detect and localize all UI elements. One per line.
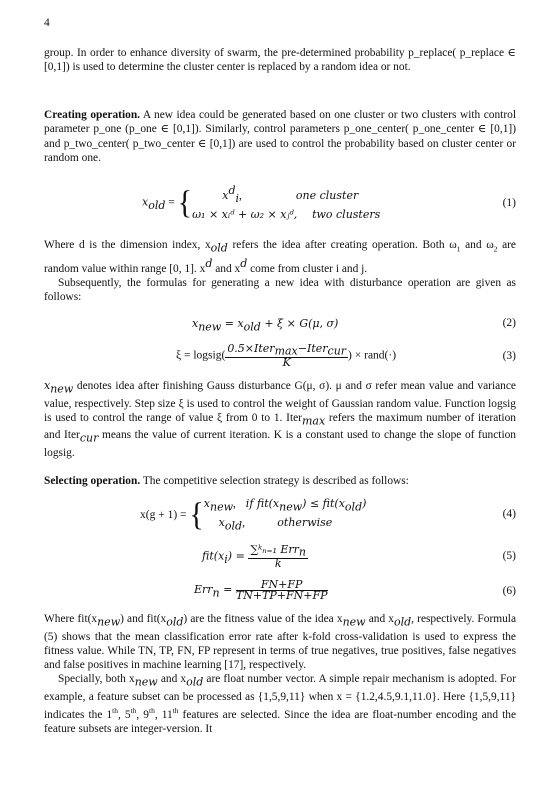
where-d-text-b: refers the idea after creating operation. Both ω (227, 239, 457, 251)
where-d-text-e: and x (212, 262, 241, 275)
eq4-row2-cond: otherwise (277, 516, 333, 530)
where-fit-text-b: ) and fit(x (120, 613, 167, 625)
eq3-rhs: ) × rand(·) (348, 349, 397, 362)
equation-1-number: (1) (502, 197, 516, 209)
eq4-brace: { (189, 496, 204, 533)
eq1-cases: $x^d_i$, one cluster ω₁ × xᵢᵈ + ω₂ × xⱼᵈ, two clusters (192, 183, 392, 223)
where-d-text-a: Where d is the dimension index, x (44, 239, 211, 251)
eq4-row1: x (203, 497, 211, 510)
paragraph-fitness (44, 612, 516, 737)
sub-old-4: old (186, 675, 204, 689)
equation-6-number: (6) (502, 585, 516, 597)
subsequently-text: Subsequently, the formulas for generating a new idea with disturbance operation are given as follows: (44, 276, 516, 303)
eq4-row1-cond-sub2: old (344, 500, 363, 514)
eq1-row1-expr: x (222, 188, 229, 202)
eq2-lhs: x (192, 317, 199, 330)
selecting-operation-text: The competitive selection strategy is described as follows: (140, 475, 409, 487)
equation-4 (44, 496, 516, 536)
paragraph-where-d (44, 238, 516, 304)
eq1-row1-cond: one cluster (295, 188, 359, 202)
sub-old-3: old (393, 615, 412, 629)
eq4-cases: $x_{new}$, if $fit(x_{new}) \le fit(x_{old})$ $x_{old}$, otherwise (203, 497, 367, 533)
eq5-lhs: fit(x (202, 549, 225, 563)
eq5-lhs-sub: i (224, 552, 228, 566)
eq4-lhs: x(g + 1) = (140, 508, 190, 521)
eq1-row2-expr: ω₁ × xᵢᵈ + ω₂ × xⱼᵈ, (192, 208, 298, 222)
eq4-row1-cond-b: ) ≤ fit(x (302, 497, 345, 510)
equation-2-body (192, 317, 338, 333)
sub-new: new (50, 382, 74, 396)
equation-5-number: (5) (502, 550, 516, 562)
eq3-frac-top: 0.5×Iter (227, 342, 275, 355)
equation-3-number: (3) (502, 350, 516, 362)
paragraph-replace-probability (44, 46, 516, 75)
eq3-frac-top-sub: max (274, 344, 298, 358)
where-fit-text-c: ) are the fitness value of the idea x (183, 613, 343, 625)
eq3-frac-bottom: K (282, 355, 291, 369)
selecting-operation-heading: Selecting operation. (44, 475, 141, 487)
eq2-rhs-b: + ξ × G(μ, σ) (260, 317, 339, 330)
xnew-text-c: means the value of current iteration. K is a constant used to change the slope of function logsig. (44, 429, 516, 460)
page-number: 4 (44, 17, 50, 29)
sup-d-2: d (240, 256, 248, 270)
xnew-symbol: x (44, 379, 51, 392)
specially-text-c: are float number vector. A simple repair mechanism is adopted. For example, a feature subset can be processed as {1,5,9,11} when x = {1.2,4.5,9.1,11.0}. Here {1,5,9,11} indicates the 1 (44, 673, 516, 722)
eq1-row2-cond: two clusters (312, 208, 381, 222)
paragraph-text: group. In order to enhance diversity of swarm, the pre-determined probability p_replace( p_replace ∈ [0,1]) is used to determine the cluster center is replaced by a random idea or not. (44, 47, 516, 74)
where-fit-text-e: , respectively. Formula (5) shows that the mean classification error rate after k-fold cross-validation is used to express the fitness value. While TN, TP, FN, FP represent in terms of true negatives, true positives, false negatives and false positives in machine learning [17], respectively. (44, 613, 517, 672)
equation-6 (44, 578, 516, 608)
equation-3-body (176, 344, 396, 368)
specially-text-e: , 9 (136, 709, 149, 722)
where-d-text-f: come from cluster i and j. (247, 262, 368, 275)
where-fit-text-a: Where fit(x (44, 613, 98, 625)
eq5-frac-top-sub: n (298, 545, 306, 559)
eq2-rhs-sub: old (243, 320, 261, 334)
eq1-row1-sup: d (228, 184, 236, 197)
equation-4-number: (4) (502, 508, 516, 520)
where-d-text-d: are random value within range [0, 1]. x (44, 239, 516, 275)
paragraph-creating-operation (44, 108, 516, 165)
eq4-row1-cond-c: ) (362, 497, 367, 510)
where-d-text-c: and ω (460, 239, 494, 251)
sup-th-1: th (112, 706, 118, 716)
equation-2-number: (2) (502, 317, 516, 329)
eq2-lhs-sub: new (198, 320, 222, 334)
sub-2: 2 (493, 244, 498, 254)
sub-old-2: old (166, 615, 184, 629)
equation-1-body (142, 183, 392, 223)
paragraph-selecting-operation (44, 474, 516, 488)
equation-2 (44, 315, 516, 341)
xnew-text-b: refers the maximum number of iteration and Iter (44, 411, 516, 442)
eq4-row1-cond-sub: new (279, 500, 303, 514)
eq6-frac-bottom: TN+TP+FN+FP (235, 589, 328, 602)
eq1-brace: { (177, 184, 193, 221)
eq5-lhs-b: ) = (227, 549, 249, 563)
sub-new-3: new (342, 615, 366, 629)
eq1-lhs: x (142, 195, 149, 209)
specially-text-b: and x (157, 673, 187, 686)
where-fit-text-d: and x (365, 613, 394, 625)
creating-operation-heading: Creating operation. (44, 109, 141, 121)
eq3-lhs: ξ = logsig( (176, 349, 226, 362)
sub-new-2: new (97, 615, 121, 629)
paragraph-gauss-disturbance (44, 379, 516, 460)
eq4-row1-cond: if fit(x (245, 497, 280, 510)
eq5-fraction (248, 545, 308, 569)
xnew-text-a: denotes idea after finishing Gauss disturbance G(μ, σ). μ and σ refer mean value and variance value, respectively. Step size ξ is used to control the weight of Gaussian random value. Function logsig is used to control the range of value ξ from 0 to 1. Iter (44, 380, 516, 424)
eq6-fraction (236, 580, 328, 601)
equation-3 (44, 342, 516, 372)
specially-text-d: , 5 (118, 709, 131, 722)
creating-operation-text: A new idea could be generated based on one cluster or two clusters with control parameter p_one (p_one ∈ [0,1]). Similarly, control parameters p_one_center( p_one_center ∈ [0,1]) and p_two_center( p_two_center ∈ [0,1]) are used to control the probability based on cluster center or random one. (44, 109, 516, 164)
sup-th-4: th (172, 706, 179, 716)
eq1-row1-sub: i (235, 192, 240, 206)
eq5-frac-bottom: k (274, 556, 282, 570)
specially-text-f: , 11 (154, 709, 173, 722)
eq4-row2-sub: old (224, 519, 243, 533)
specially-text-a: Specially, both x (58, 673, 135, 686)
sub-cur: cur (79, 431, 99, 445)
eq6-frac-top: FN+FP (236, 580, 328, 591)
eq3-fraction (225, 344, 348, 368)
sub-max: max (301, 414, 326, 428)
eq4-row2: x (218, 516, 225, 530)
specially-text-g: features are selected. Since the idea are float-number encoding and the feature subsets are integer-version. It (44, 709, 516, 736)
eq6-lhs-b: = (219, 583, 236, 597)
eq3-frac-top-sub2: cur (327, 344, 347, 358)
equation-5-body (202, 545, 308, 569)
eq5-frac-top: ∑ᵏₙ₌₁ Err (250, 543, 299, 556)
equation-1 (44, 183, 516, 227)
eq1-equals: = (165, 196, 178, 209)
sup-th-3: th (149, 706, 155, 716)
equation-6-body (194, 580, 328, 601)
sub-1: 1 (456, 244, 461, 254)
sub-new-4: new (134, 675, 158, 689)
sub-old: old (210, 241, 228, 255)
eq3-frac-top-b: −Iter (297, 342, 328, 355)
eq2-rhs-a: = x (221, 317, 244, 330)
sup-th-2: th (130, 706, 137, 716)
equation-4-body (140, 496, 366, 535)
eq1-lhs-sub: old (148, 199, 166, 212)
eq4-row1-sub: new (210, 500, 234, 514)
eq6-lhs-sub: n (212, 586, 220, 600)
eq6-lhs: Err (194, 583, 213, 597)
equation-5 (44, 543, 516, 573)
sup-d: d (205, 256, 213, 270)
